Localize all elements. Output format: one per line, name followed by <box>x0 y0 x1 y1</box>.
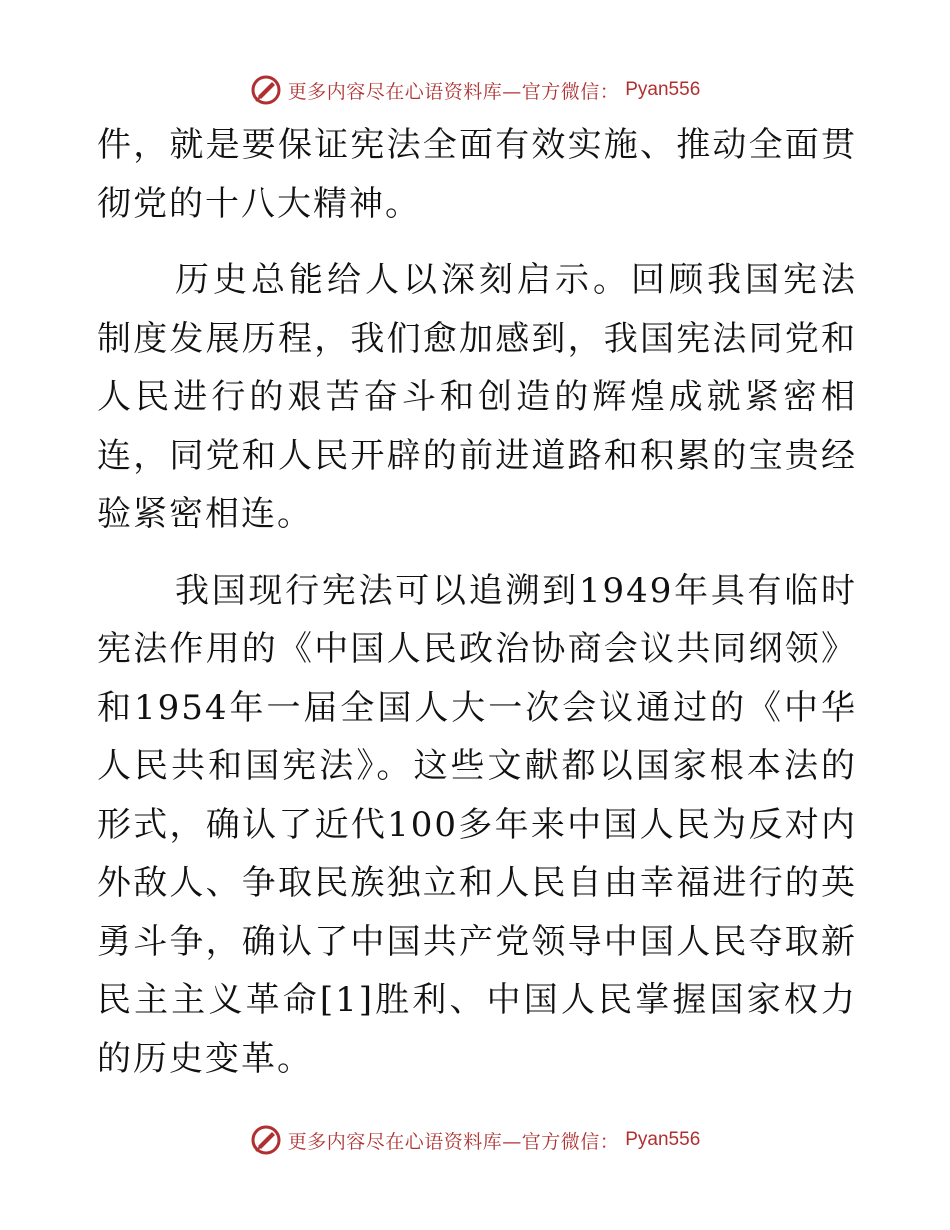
watermark-text: 更多内容尽在心语资料库—官方微信： <box>287 1130 620 1153</box>
stylized-pen-seal-icon <box>250 74 282 106</box>
paragraph-2: 历史总能给人以深刻启示。回顾我国宪法制度发展历程，我们愈加感到，我国宪法同党和人民进行的艰苦奋斗和创造的辉煌成就紧密相连，同党和人民开辟的前进道路和积累的宝贵经验紧密相连。 <box>97 260 857 534</box>
watermark-text: 更多内容尽在心语资料库—官方微信： <box>287 80 620 103</box>
watermark-wechat-id: Pyan556 <box>625 79 701 100</box>
document-body <box>97 116 857 1088</box>
footer-watermark <box>0 1120 950 1160</box>
watermark-wechat-id: Pyan556 <box>625 1129 701 1150</box>
header-watermark <box>0 70 950 110</box>
paragraph-1: 件，就是要保证宪法全面有效实施、推动全面贯彻党的十八大精神。 <box>97 125 857 224</box>
stylized-pen-seal-icon <box>250 1124 282 1156</box>
paragraph-3: 我国现行宪法可以追溯到1949年具有临时宪法作用的《中国人民政治协商会议共同纲领》和1954年一届全国人大一次会议通过的《中华人民共和国宪法》。这些文献都以国家根本法的形式，确认了近代100多年来中国人民为反对内外敌人、争取民族独立和人民自由幸福进行的英勇斗争，确认了中国共产党领导中国人民夺取新民主主义革命[1]胜利、中国人民掌握国家权力的历史变革。 <box>97 570 857 1079</box>
